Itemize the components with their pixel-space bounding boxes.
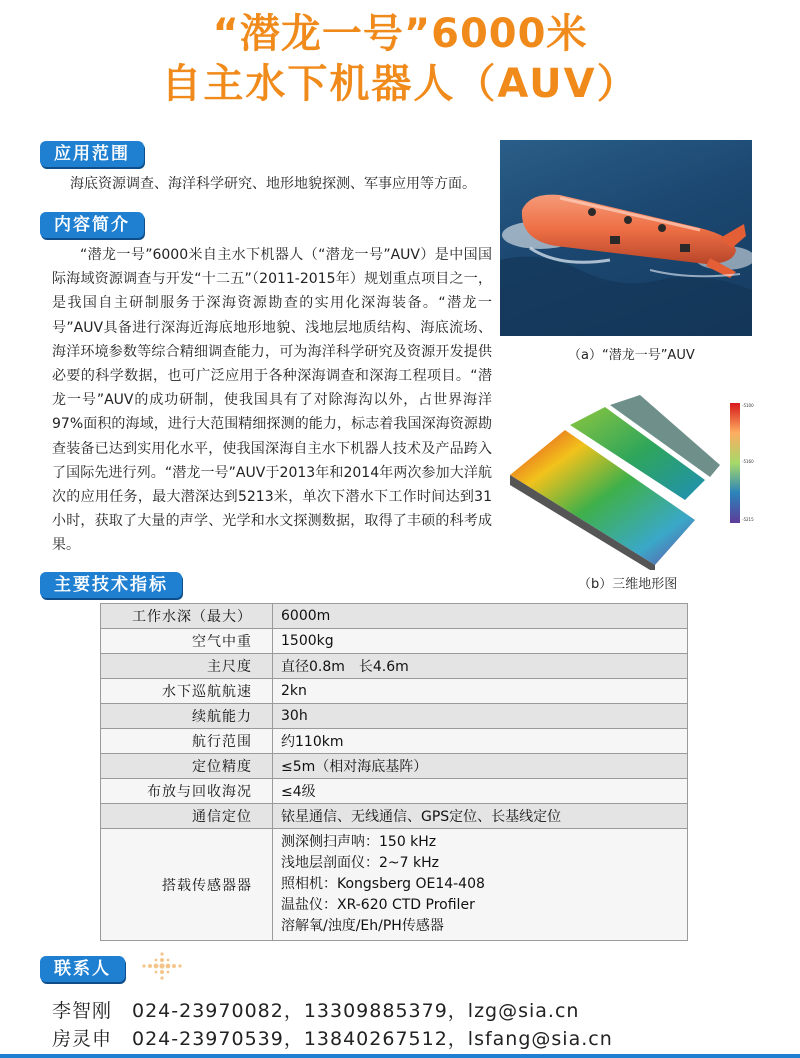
spec-value: 6000m [273, 604, 688, 629]
contact-person-2: 房灵申 024-23970539，13840267512，lsfang@sia.cn [52, 1028, 613, 1050]
section-tag-application: 应用范围 [40, 141, 144, 167]
page-title-line1: “潜龙一号”6000米 [212, 11, 588, 57]
spec-value: 约110km [273, 729, 688, 754]
table-row [101, 679, 688, 704]
spec-key: 水下巡航航速 [101, 679, 273, 704]
table-row [101, 729, 688, 754]
table-row [101, 779, 688, 804]
figure-caption-b: （b）三维地形图 [578, 577, 678, 592]
sensor-line: 溶解氧/浊度/Eh/PH传感器 [281, 918, 444, 934]
svg-text:-5100: -5100 [742, 403, 754, 408]
section-tag-contacts: 联系人 [40, 956, 125, 982]
table-row [101, 629, 688, 654]
spec-key: 定位精度 [101, 754, 273, 779]
sensor-line: 温盐仪：XR-620 CTD Profiler [281, 897, 475, 913]
application-text: 海底资源调查、海洋科学研究、地形地貌探测、军事应用等方面。 [70, 176, 476, 192]
spec-value: 30h [273, 704, 688, 729]
table-row [101, 829, 688, 941]
table-row [101, 654, 688, 679]
section-tag-intro: 内容简介 [40, 212, 144, 238]
svg-text:-5160: -5160 [742, 459, 754, 464]
specs-table [100, 603, 688, 941]
table-row [101, 804, 688, 829]
spec-value: 铱星通信、无线通信、GPS定位、长基线定位 [273, 804, 688, 829]
spec-value: 2kn [273, 679, 688, 704]
spec-key: 主尺度 [101, 654, 273, 679]
svg-text:-5215: -5215 [742, 517, 754, 522]
contact-person-1: 李智刚 024-23970082，13309885379，lzg@sia.cn [52, 1000, 580, 1022]
page-title-line2: 自主水下机器人（AUV） [161, 61, 639, 107]
sensor-line: 浅地层剖面仪：2~7 kHz [281, 855, 439, 871]
spec-value: 1500kg [273, 629, 688, 654]
section-tag-specs: 主要技术指标 [40, 572, 182, 598]
spec-key: 通信定位 [101, 804, 273, 829]
spec-value: ≤4级 [273, 779, 688, 804]
table-row [101, 754, 688, 779]
terrain-3d-map [505, 395, 755, 570]
spec-value: ≤5m（相对海底基阵） [273, 754, 688, 779]
bottom-accent-bar [0, 1054, 800, 1058]
decorative-dots-icon [140, 950, 184, 986]
sensor-line: 照相机：Kongsberg OE14-408 [281, 876, 485, 892]
table-row [101, 704, 688, 729]
spec-key: 工作水深（最大） [101, 604, 273, 629]
spec-key: 搭载传感器器 [101, 829, 273, 941]
intro-text: “潜龙一号”6000米自主水下机器人（“潜龙一号”AUV）是中国国际海域资源调查与开发“十二五”（2011-2015年）规划重点项目之一，是我国自主研制服务于深海资源勘查的实用化深海装备。“潜龙一号”AUV具备进行深海近海底地形地貌、浅地层地质结构、海底流场、海洋环境参数等综合精细调查能力，可为海洋科学研究及资源开发提供必要的科学数据，也可广泛应用于各种深海调查和深海工程项目。“潜龙一号”AUV的成功研制，使我国具有了对除海沟以外，占世界海洋97%面积的海域，进行大范围精细探测的能力，标志着我国深海资源勘查装备已达到实用化水平，使我国深海自主水下机器人技术及产品跨入了国际先进行列。“潜龙一号”AUV于2013年和2014年两次参加大洋航次的应用任务，最大潜深达到5213米，单次下潜水下工作时间达到31小时，获取了大量的声学、光学和水文探测数据，取得了丰硕的科考成果。 [52, 247, 492, 554]
spec-key: 布放与回收海况 [101, 779, 273, 804]
figure-caption-a: （a）“潜龙一号”AUV [568, 348, 695, 363]
spec-value: 直径0.8m 长4.6m [273, 654, 688, 679]
spec-key: 空气中重 [101, 629, 273, 654]
spec-key: 续航能力 [101, 704, 273, 729]
table-row [101, 604, 688, 629]
auv-photo [500, 140, 752, 336]
sensor-line: 测深侧扫声呐：150 kHz [281, 834, 437, 850]
sensor-list [273, 829, 688, 941]
spec-key: 航行范围 [101, 729, 273, 754]
